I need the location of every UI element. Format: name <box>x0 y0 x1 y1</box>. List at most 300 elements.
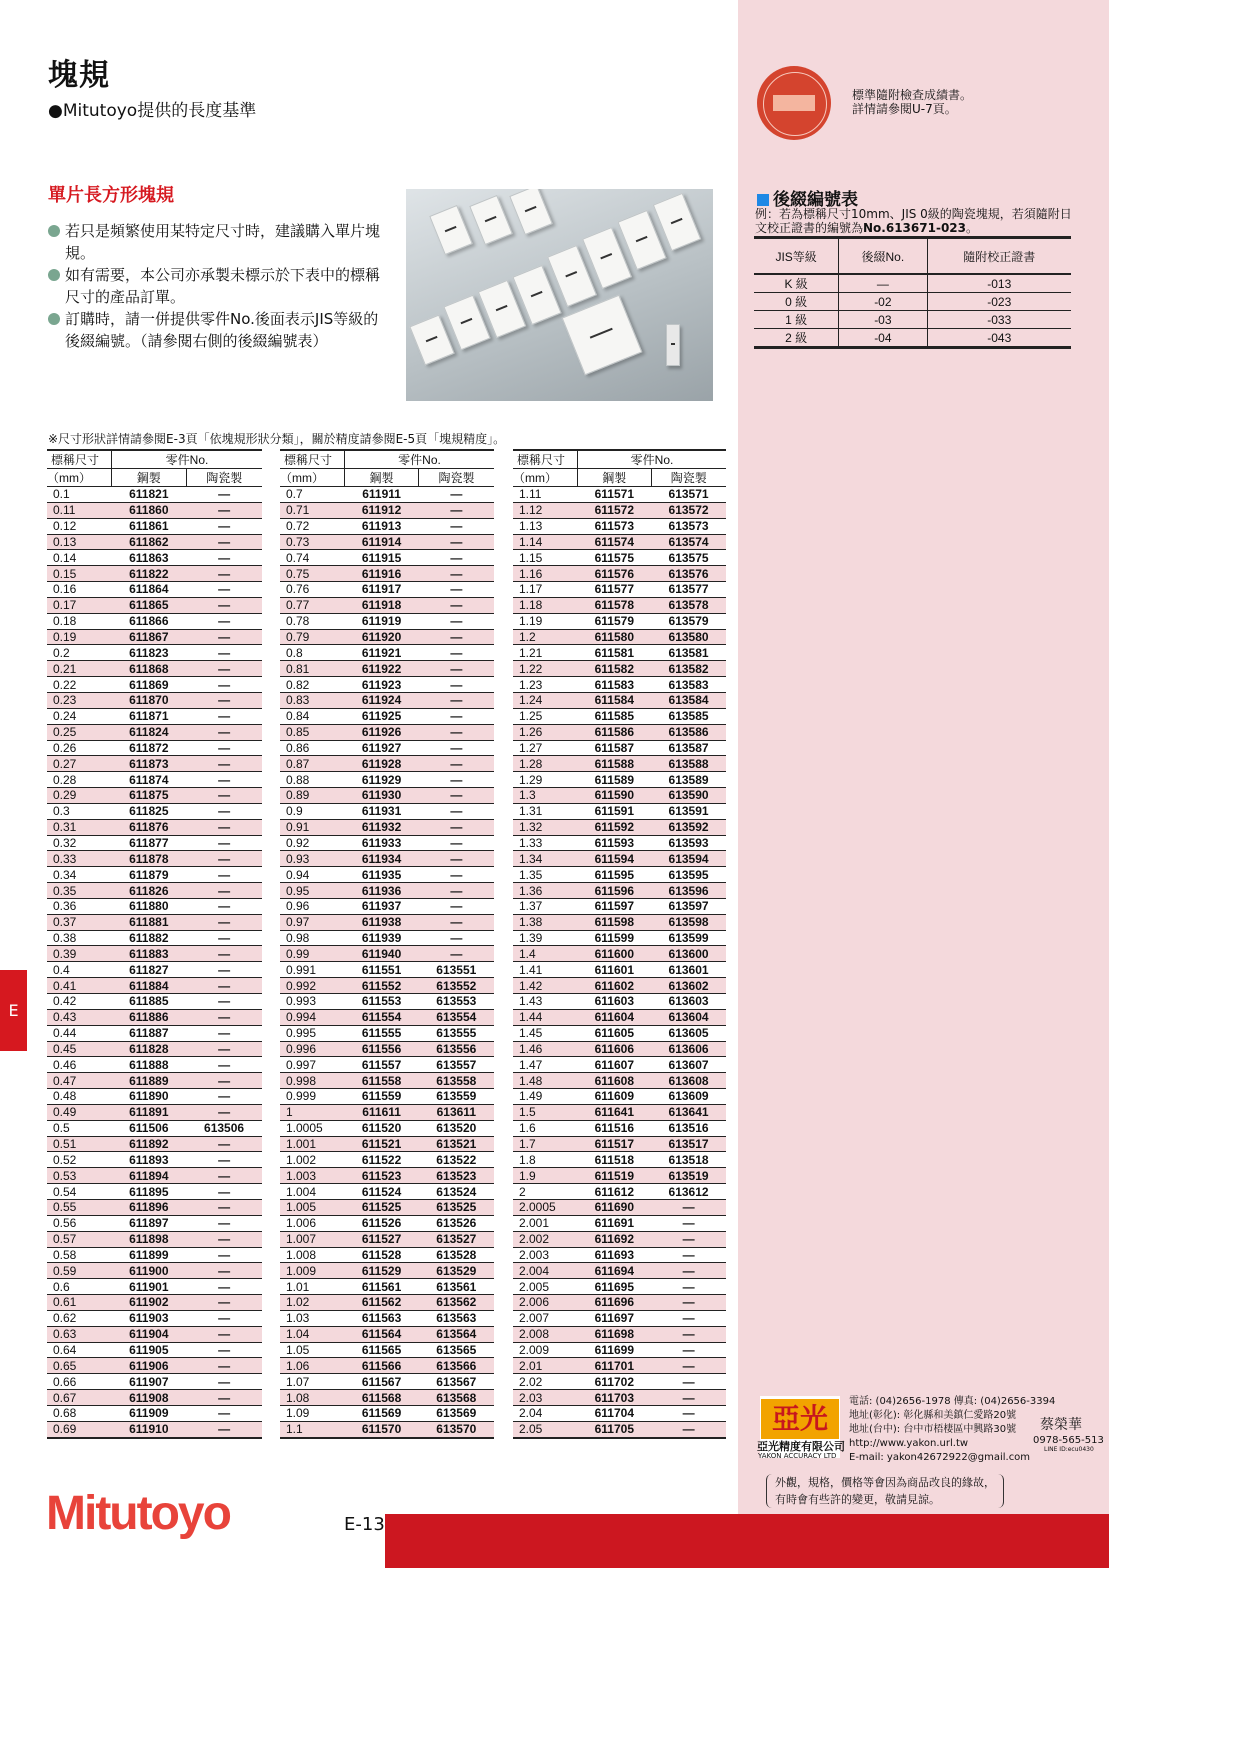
steel-part-cell: 611917 <box>345 582 419 598</box>
size-cell: 0.47 <box>47 1073 112 1089</box>
ceramic-part-cell: 613519 <box>651 1168 726 1184</box>
steel-part-cell: 611567 <box>345 1374 419 1390</box>
ceramic-part-cell: 613601 <box>651 962 726 978</box>
size-cell: 0.6 <box>47 1279 112 1295</box>
steel-part-cell: 611579 <box>578 613 652 629</box>
steel-part-cell: 611862 <box>112 534 187 550</box>
size-cell: 1.002 <box>280 1152 345 1168</box>
table-row <box>513 1025 726 1041</box>
table-row <box>47 692 262 708</box>
size-cell: 0.42 <box>47 994 112 1010</box>
table-row <box>47 613 262 629</box>
table-row <box>513 1374 726 1390</box>
table-row <box>280 803 494 819</box>
table-row <box>280 851 494 867</box>
ceramic-part-cell: — <box>186 867 262 883</box>
ceramic-part-cell: 613567 <box>419 1374 494 1390</box>
steel-part-cell: 611690 <box>578 1199 652 1215</box>
table-row <box>47 1089 262 1105</box>
size-cell: 0.32 <box>47 835 112 851</box>
steel-part-cell: 611877 <box>112 835 187 851</box>
table-row: K 級 — -013 <box>754 274 1071 293</box>
col-part-header: 零件No. <box>112 450 263 469</box>
ceramic-part-cell: — <box>651 1199 726 1215</box>
steel-part-cell: 611906 <box>112 1358 187 1374</box>
table-row <box>47 788 262 804</box>
ceramic-part-cell: 613641 <box>651 1104 726 1120</box>
steel-part-cell: 611595 <box>578 867 652 883</box>
ceramic-part-cell: 613566 <box>419 1358 494 1374</box>
ceramic-part-cell: — <box>186 534 262 550</box>
ceramic-part-cell: 613606 <box>651 1041 726 1057</box>
steel-part-cell: 611879 <box>112 867 187 883</box>
ceramic-part-cell: — <box>651 1231 726 1247</box>
ceramic-part-cell: 613556 <box>419 1041 494 1057</box>
ceramic-part-cell: — <box>186 883 262 899</box>
size-cell: 1.14 <box>513 534 578 550</box>
steel-part-cell: 611889 <box>112 1073 187 1089</box>
ceramic-part-cell: — <box>651 1247 726 1263</box>
ceramic-part-cell: — <box>419 867 494 883</box>
steel-part-cell: 611572 <box>578 502 652 518</box>
intro-bullets <box>48 220 388 352</box>
size-cell: 0.55 <box>47 1199 112 1215</box>
table-row <box>47 1374 262 1390</box>
steel-part-cell: 611910 <box>112 1421 187 1437</box>
size-cell: 1.06 <box>280 1358 345 1374</box>
size-cell: 0.96 <box>280 898 345 914</box>
size-cell: 0.74 <box>280 550 345 566</box>
steel-part-cell: 611887 <box>112 1025 187 1041</box>
size-cell: 0.4 <box>47 962 112 978</box>
ceramic-part-cell: 613577 <box>651 582 726 598</box>
table-row <box>47 1199 262 1215</box>
ceramic-part-cell: 613600 <box>651 946 726 962</box>
steel-part-cell: 611528 <box>345 1247 419 1263</box>
size-cell: 0.43 <box>47 1009 112 1025</box>
steel-part-cell: 611524 <box>345 1184 419 1200</box>
ceramic-part-cell: 613596 <box>651 883 726 899</box>
table-row <box>47 1152 262 1168</box>
size-cell: 1.2 <box>513 629 578 645</box>
table-row <box>513 978 726 994</box>
steel-part-cell: 611925 <box>345 708 419 724</box>
table-row <box>47 1310 262 1326</box>
ceramic-part-cell: 613554 <box>419 1009 494 1025</box>
ceramic-part-cell: — <box>186 740 262 756</box>
steel-part-cell: 611905 <box>112 1342 187 1358</box>
ceramic-part-cell: — <box>419 788 494 804</box>
size-note: ※尺寸形狀詳情請參閱E-3頁「依塊規形狀分類」，關於精度請參閱E-5頁「塊規精度」。 <box>48 432 506 446</box>
steel-part-cell: 611938 <box>345 914 419 930</box>
steel-part-cell: 611886 <box>112 1009 187 1025</box>
size-cell: 0.64 <box>47 1342 112 1358</box>
size-cell: 1.006 <box>280 1215 345 1231</box>
table-row <box>280 1310 494 1326</box>
steel-part-cell: 611523 <box>345 1168 419 1184</box>
table-row <box>280 1247 494 1263</box>
table-row <box>513 1421 726 1437</box>
table-row <box>513 582 726 598</box>
ceramic-part-cell: 613559 <box>419 1089 494 1105</box>
size-cell: 1.001 <box>280 1136 345 1152</box>
ceramic-part-cell: 613529 <box>419 1263 494 1279</box>
ceramic-part-cell: — <box>186 1279 262 1295</box>
table-row <box>47 534 262 550</box>
steel-part-cell: 611590 <box>578 788 652 804</box>
dealer-contact-name: 蔡榮華 <box>1040 1417 1082 1433</box>
table-row <box>47 898 262 914</box>
ceramic-part-cell: 613565 <box>419 1342 494 1358</box>
steel-part-cell: 611909 <box>112 1405 187 1421</box>
ceramic-part-cell: 613568 <box>419 1390 494 1406</box>
table-row <box>280 835 494 851</box>
size-cell: 0.76 <box>280 582 345 598</box>
size-cell: 0.56 <box>47 1215 112 1231</box>
steel-part-cell: 611578 <box>578 597 652 613</box>
size-cell: 1.18 <box>513 597 578 613</box>
size-cell: 0.27 <box>47 756 112 772</box>
steel-part-cell: 611691 <box>578 1215 652 1231</box>
size-cell: 0.57 <box>47 1231 112 1247</box>
steel-part-cell: 611873 <box>112 756 187 772</box>
ceramic-part-cell: 613589 <box>651 772 726 788</box>
suffix-col-cert: 隨附校正證書 <box>927 238 1071 275</box>
ceramic-part-cell: — <box>186 1136 262 1152</box>
table-row <box>513 1390 726 1406</box>
steel-part-cell: 611527 <box>345 1231 419 1247</box>
footer-bar <box>385 1514 1109 1568</box>
table-row <box>513 756 726 772</box>
page-subtitle: ●Mitutoyo提供的長度基準 <box>48 101 257 121</box>
ceramic-part-cell: 613581 <box>651 645 726 661</box>
ceramic-part-cell: 613604 <box>651 1009 726 1025</box>
ceramic-part-cell: 613551 <box>419 962 494 978</box>
size-cell: 1.09 <box>280 1405 345 1421</box>
steel-part-cell: 611602 <box>578 978 652 994</box>
gauge-block-image <box>509 189 553 235</box>
ceramic-part-cell: — <box>651 1310 726 1326</box>
steel-part-cell: 611703 <box>578 1390 652 1406</box>
size-cell: 0.89 <box>280 788 345 804</box>
ceramic-part-cell: 613563 <box>419 1310 494 1326</box>
ceramic-part-cell: — <box>186 597 262 613</box>
size-cell: 1.24 <box>513 692 578 708</box>
size-cell: 0.46 <box>47 1057 112 1073</box>
table-row <box>47 724 262 740</box>
steel-part-cell: 611926 <box>345 724 419 740</box>
table-row <box>280 819 494 835</box>
table-row <box>47 1104 262 1120</box>
col-unit-header: （mm） <box>513 469 578 487</box>
steel-part-cell: 611591 <box>578 803 652 819</box>
steel-part-cell: 611598 <box>578 914 652 930</box>
table-row <box>513 914 726 930</box>
size-cell: 2.005 <box>513 1279 578 1295</box>
table-row <box>280 1295 494 1311</box>
table-row <box>513 1215 726 1231</box>
size-cell: 0.82 <box>280 677 345 693</box>
steel-part-cell: 611553 <box>345 994 419 1010</box>
dealer-website-link[interactable]: http://www.yakon.url.tw <box>849 1438 969 1449</box>
size-cell: 1.23 <box>513 677 578 693</box>
ceramic-part-cell: 613603 <box>651 994 726 1010</box>
size-cell: 1.3 <box>513 788 578 804</box>
table-row <box>280 582 494 598</box>
table-row <box>47 1358 262 1374</box>
ceramic-part-cell: — <box>419 661 494 677</box>
steel-part-cell: 611864 <box>112 582 187 598</box>
ceramic-part-cell: 613555 <box>419 1025 494 1041</box>
steel-part-cell: 611608 <box>578 1073 652 1089</box>
ceramic-part-cell: — <box>186 613 262 629</box>
steel-part-cell: 611557 <box>345 1057 419 1073</box>
table-row <box>280 1358 494 1374</box>
ceramic-part-cell: 613584 <box>651 692 726 708</box>
table-row <box>513 550 726 566</box>
gauge-block-image <box>562 295 643 376</box>
col-steel-header: 鋼製 <box>345 469 419 487</box>
table-row <box>280 518 494 534</box>
size-cell: 0.81 <box>280 661 345 677</box>
steel-part-cell: 611920 <box>345 629 419 645</box>
size-cell: 0.91 <box>280 819 345 835</box>
table-row <box>513 1168 726 1184</box>
table-row <box>47 1342 262 1358</box>
size-cell: 0.992 <box>280 978 345 994</box>
ceramic-part-cell: — <box>419 819 494 835</box>
steel-part-cell: 611570 <box>345 1421 419 1437</box>
ceramic-part-cell: 613579 <box>651 613 726 629</box>
table-row: 2 級 -04 -043 <box>754 329 1071 348</box>
table-row <box>47 994 262 1010</box>
steel-part-cell: 611902 <box>112 1295 187 1311</box>
steel-part-cell: 611522 <box>345 1152 419 1168</box>
table-row <box>47 1390 262 1406</box>
steel-part-cell: 611929 <box>345 772 419 788</box>
steel-part-cell: 611900 <box>112 1263 187 1279</box>
ceramic-part-cell: — <box>186 1009 262 1025</box>
size-cell: 1.01 <box>280 1279 345 1295</box>
steel-part-cell: 611863 <box>112 550 187 566</box>
size-cell: 1.26 <box>513 724 578 740</box>
steel-part-cell: 611940 <box>345 946 419 962</box>
size-cell: 0.22 <box>47 677 112 693</box>
size-cell: 0.12 <box>47 518 112 534</box>
ceramic-part-cell: — <box>186 1073 262 1089</box>
steel-part-cell: 611516 <box>578 1120 652 1136</box>
size-cell: 1 <box>280 1104 345 1120</box>
col-unit-header: （mm） <box>280 469 345 487</box>
size-cell: 1.37 <box>513 898 578 914</box>
table-row <box>280 756 494 772</box>
steel-part-cell: 611827 <box>112 962 187 978</box>
size-cell: 0.24 <box>47 708 112 724</box>
steel-part-cell: 611892 <box>112 1136 187 1152</box>
stamp-note: 標準隨附檢查成績書。 詳情請參閱U-7頁。 <box>852 88 973 116</box>
size-cell: 1.007 <box>280 1231 345 1247</box>
ceramic-part-cell: 613575 <box>651 550 726 566</box>
ceramic-part-cell: — <box>186 946 262 962</box>
ceramic-part-cell: 613557 <box>419 1057 494 1073</box>
size-cell: 0.26 <box>47 740 112 756</box>
table-row <box>513 534 726 550</box>
table-row <box>47 582 262 598</box>
steel-part-cell: 611907 <box>112 1374 187 1390</box>
size-cell: 0.97 <box>280 914 345 930</box>
dealer-info: 電話: (04)2656-1978 傳真: (04)2656-3394 地址(彰化): 彰化縣和美鎮仁愛路20號 地址(台中): 台中市梧棲區中興路30號 http://www.yakon.url.tw E-mail: yakon42672922@gmail.com <box>849 1396 1056 1463</box>
gauge-block-image <box>666 324 680 366</box>
steel-part-cell: 611869 <box>112 677 187 693</box>
size-cell: 2.01 <box>513 1358 578 1374</box>
size-cell: 1.39 <box>513 930 578 946</box>
size-cell: 0.77 <box>280 597 345 613</box>
table-row <box>513 645 726 661</box>
table-row <box>47 819 262 835</box>
table-row <box>280 1184 494 1200</box>
table-row <box>280 1374 494 1390</box>
ceramic-part-cell: — <box>419 534 494 550</box>
ceramic-part-cell: — <box>186 550 262 566</box>
size-cell: 0.75 <box>280 566 345 582</box>
ceramic-part-cell: 613607 <box>651 1057 726 1073</box>
bullet-dot-icon <box>48 225 60 237</box>
table-row <box>513 1009 726 1025</box>
size-cell: 2.0005 <box>513 1199 578 1215</box>
ceramic-part-cell: 613612 <box>651 1184 726 1200</box>
steel-part-cell: 611609 <box>578 1089 652 1105</box>
size-cell: 0.86 <box>280 740 345 756</box>
size-cell: 2.003 <box>513 1247 578 1263</box>
table-row <box>513 1089 726 1105</box>
size-cell: 0.34 <box>47 867 112 883</box>
table-row <box>280 724 494 740</box>
size-cell: 0.61 <box>47 1295 112 1311</box>
size-cell: 1.08 <box>280 1390 345 1406</box>
ceramic-part-cell: — <box>186 898 262 914</box>
ceramic-part-cell: 613578 <box>651 597 726 613</box>
col-part-header: 零件No. <box>345 450 495 469</box>
table-row <box>513 898 726 914</box>
disclaimer: 外觀，規格，價格等會因為商品改良的緣故， 有時會有些許的變更，敬請見諒。 <box>766 1474 1004 1508</box>
ceramic-part-cell: — <box>186 1263 262 1279</box>
ceramic-part-cell: — <box>186 819 262 835</box>
table-row <box>513 661 726 677</box>
size-cell: 0.1 <box>47 487 112 503</box>
table-row: 0 級 -02 -023 <box>754 293 1071 311</box>
table-row <box>280 708 494 724</box>
table-row <box>513 851 726 867</box>
ceramic-part-cell: — <box>651 1215 726 1231</box>
table-row <box>47 1057 262 1073</box>
steel-part-cell: 611932 <box>345 819 419 835</box>
size-cell: 0.53 <box>47 1168 112 1184</box>
ceramic-part-cell: — <box>186 1215 262 1231</box>
steel-part-cell: 611881 <box>112 914 187 930</box>
size-cell: 0.67 <box>47 1390 112 1406</box>
steel-part-cell: 611697 <box>578 1310 652 1326</box>
steel-part-cell: 611565 <box>345 1342 419 1358</box>
table-row <box>280 1136 494 1152</box>
size-cell: 2.006 <box>513 1295 578 1311</box>
ceramic-part-cell: — <box>419 502 494 518</box>
table-row <box>47 1041 262 1057</box>
steel-part-cell: 611699 <box>578 1342 652 1358</box>
steel-part-cell: 611525 <box>345 1199 419 1215</box>
table-row <box>513 819 726 835</box>
table-row <box>280 914 494 930</box>
table-row <box>47 1073 262 1089</box>
table-row <box>47 708 262 724</box>
size-cell: 0.23 <box>47 692 112 708</box>
table-row <box>47 1247 262 1263</box>
col-part-header: 零件No. <box>578 450 727 469</box>
steel-part-cell: 611937 <box>345 898 419 914</box>
table-row <box>280 1390 494 1406</box>
table-row <box>513 1057 726 1073</box>
section-tab-e[interactable]: E <box>0 970 27 1051</box>
ceramic-part-cell: 613595 <box>651 867 726 883</box>
ceramic-part-cell: — <box>186 1057 262 1073</box>
gauge-block-image <box>469 195 513 245</box>
table-row <box>280 946 494 962</box>
dealer-logo: 亞光 <box>761 1399 839 1439</box>
ceramic-part-cell: — <box>186 788 262 804</box>
ceramic-part-cell: — <box>186 914 262 930</box>
size-cell: 0.69 <box>47 1421 112 1437</box>
steel-part-cell: 611901 <box>112 1279 187 1295</box>
size-cell: 0.83 <box>280 692 345 708</box>
table-row <box>280 1405 494 1421</box>
table-row <box>513 724 726 740</box>
steel-part-cell: 611555 <box>345 1025 419 1041</box>
steel-part-cell: 611611 <box>345 1104 419 1120</box>
size-cell: 1.35 <box>513 867 578 883</box>
table-row <box>280 978 494 994</box>
table-row <box>47 835 262 851</box>
steel-part-cell: 611924 <box>345 692 419 708</box>
ceramic-part-cell: — <box>419 883 494 899</box>
size-cell: 0.59 <box>47 1263 112 1279</box>
ceramic-part-cell: 613605 <box>651 1025 726 1041</box>
table-row <box>47 772 262 788</box>
ceramic-part-cell: — <box>186 629 262 645</box>
size-cell: 0.95 <box>280 883 345 899</box>
steel-part-cell: 611934 <box>345 851 419 867</box>
size-cell: 1.9 <box>513 1168 578 1184</box>
gauge-block-image <box>409 315 454 366</box>
size-cell: 1.29 <box>513 772 578 788</box>
ceramic-part-cell: — <box>419 930 494 946</box>
table-row <box>280 613 494 629</box>
table-row <box>47 550 262 566</box>
table-row <box>280 502 494 518</box>
table-row <box>513 692 726 708</box>
suffix-table-title: 後綴編號表 <box>757 185 858 210</box>
table-row <box>513 518 726 534</box>
size-cell: 2.002 <box>513 1231 578 1247</box>
col-size-header: 標稱尺寸 <box>513 450 578 469</box>
ceramic-part-cell: — <box>651 1421 726 1437</box>
steel-part-cell: 611520 <box>345 1120 419 1136</box>
ceramic-part-cell: — <box>419 772 494 788</box>
steel-part-cell: 611903 <box>112 1310 187 1326</box>
dealer-email-link[interactable]: E-mail: yakon42672922@gmail.com <box>849 1452 1031 1463</box>
steel-part-cell: 611821 <box>112 487 187 503</box>
ceramic-part-cell: — <box>186 582 262 598</box>
steel-part-cell: 611693 <box>578 1247 652 1263</box>
ceramic-part-cell: 613517 <box>651 1136 726 1152</box>
